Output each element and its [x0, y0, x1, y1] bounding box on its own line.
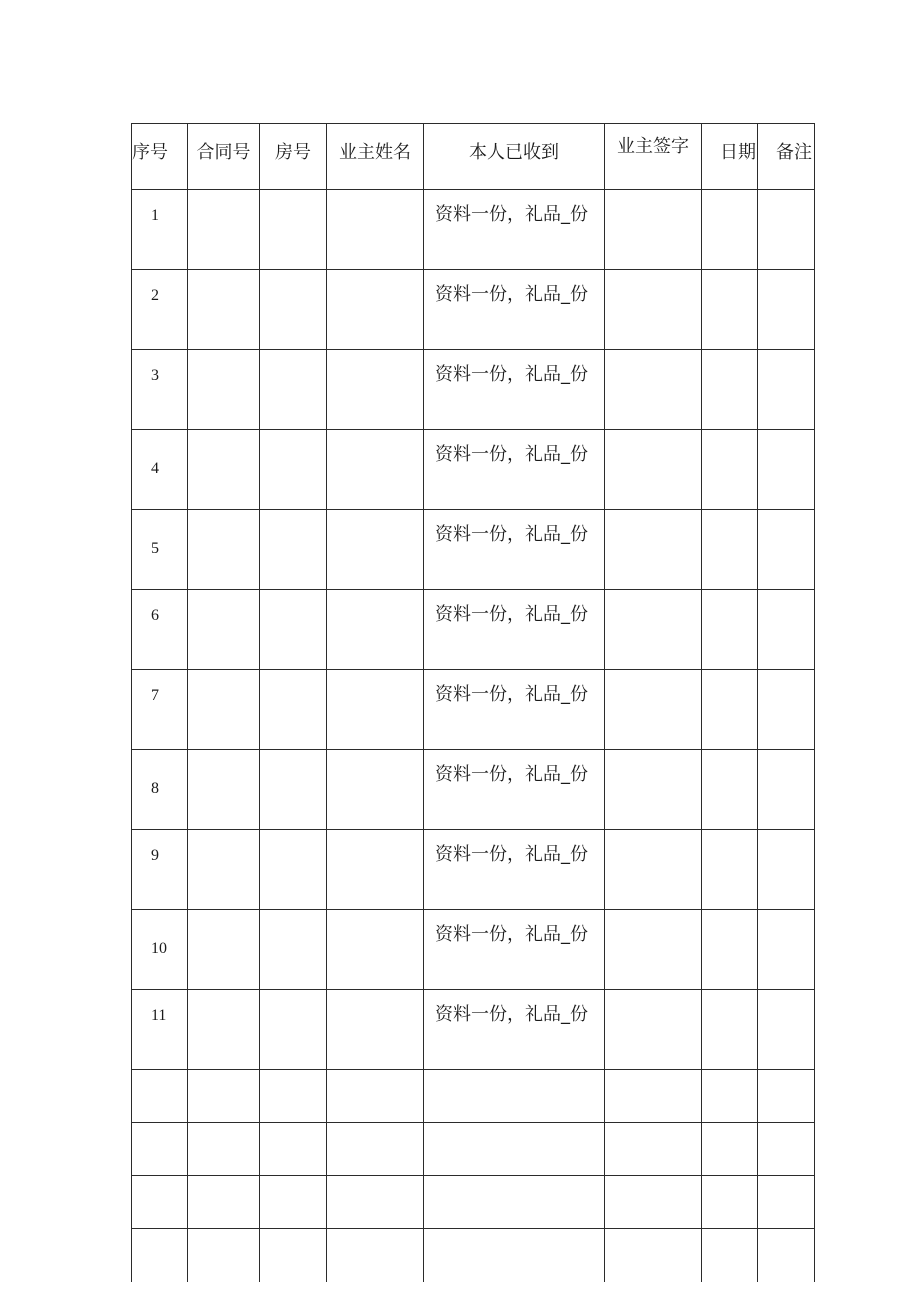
owner-sign-cell[interactable] [605, 990, 702, 1070]
seq-cell [132, 670, 188, 750]
received-cell[interactable] [424, 1070, 605, 1123]
room-cell[interactable] [260, 590, 327, 670]
received-cell[interactable] [424, 1229, 605, 1282]
seq-cell [132, 590, 188, 670]
owner-name-cell[interactable] [327, 1123, 424, 1176]
table-row [132, 510, 815, 590]
owner-name-cell[interactable] [327, 1229, 424, 1282]
table-row [132, 430, 815, 510]
seq-cell [132, 510, 188, 590]
room-cell[interactable] [260, 750, 327, 830]
seq-cell [132, 1229, 188, 1282]
note-cell[interactable] [758, 590, 815, 670]
seq-number: 11 [151, 1007, 167, 1024]
date-cell[interactable] [702, 1123, 758, 1176]
owner-name-cell[interactable] [327, 430, 424, 510]
owner-name-cell[interactable] [327, 670, 424, 750]
seq-number: 4 [151, 460, 159, 477]
owner-name-cell[interactable] [327, 990, 424, 1070]
table-row [132, 670, 815, 750]
received-cell: 资料一份，礼品_份 [424, 190, 605, 270]
contract-cell[interactable] [188, 270, 260, 350]
owner-sign-cell[interactable] [605, 590, 702, 670]
owner-name-cell[interactable] [327, 1070, 424, 1123]
owner-name-cell[interactable] [327, 750, 424, 830]
room-cell[interactable] [260, 1123, 327, 1176]
table-row [132, 910, 815, 990]
contract-cell[interactable] [188, 430, 260, 510]
date-cell[interactable] [702, 670, 758, 750]
contract-cell[interactable] [188, 190, 260, 270]
owner-name-cell[interactable] [327, 350, 424, 430]
received-cell[interactable] [424, 1123, 605, 1176]
table-row [132, 990, 815, 1070]
table-row [132, 750, 815, 830]
date-cell[interactable] [702, 1070, 758, 1123]
note-cell[interactable] [758, 750, 815, 830]
contract-cell[interactable] [188, 590, 260, 670]
owner-sign-cell[interactable] [605, 750, 702, 830]
owner-name-cell[interactable] [327, 1176, 424, 1229]
owner-sign-cell[interactable] [605, 270, 702, 350]
owner-sign-cell[interactable] [605, 670, 702, 750]
room-cell[interactable] [260, 190, 327, 270]
room-cell[interactable] [260, 350, 327, 430]
header-row [132, 124, 815, 190]
note-cell[interactable] [758, 510, 815, 590]
header-room: 房号 [260, 124, 327, 190]
received-cell: 资料一份，礼品_份 [424, 670, 605, 750]
owner-name-cell[interactable] [327, 830, 424, 910]
date-cell[interactable] [702, 350, 758, 430]
header-note: 备注 [758, 124, 815, 190]
seq-number: 9 [151, 847, 159, 864]
contract-cell[interactable] [188, 750, 260, 830]
seq-cell [132, 910, 188, 990]
note-cell[interactable] [758, 270, 815, 350]
date-cell[interactable] [702, 430, 758, 510]
seq-number: 10 [151, 940, 167, 957]
room-cell[interactable] [260, 1070, 327, 1123]
table-row [132, 350, 815, 430]
received-cell: 资料一份，礼品_份 [424, 510, 605, 590]
date-cell[interactable] [702, 830, 758, 910]
seq-cell [132, 1176, 188, 1229]
room-cell[interactable] [260, 670, 327, 750]
seq-number: 5 [151, 540, 159, 557]
contract-cell[interactable] [188, 1176, 260, 1229]
room-cell[interactable] [260, 990, 327, 1070]
contract-cell[interactable] [188, 830, 260, 910]
date-cell[interactable] [702, 1229, 758, 1282]
seq-number: 2 [151, 287, 159, 304]
receipt-sign-table [131, 123, 815, 1282]
received-cell[interactable] [424, 1176, 605, 1229]
table-row [132, 270, 815, 350]
received-cell: 资料一份，礼品_份 [424, 990, 605, 1070]
room-cell[interactable] [260, 910, 327, 990]
owner-sign-cell[interactable] [605, 510, 702, 590]
seq-cell [132, 1123, 188, 1176]
owner-sign-cell[interactable] [605, 350, 702, 430]
seq-number: 3 [151, 367, 159, 384]
note-cell[interactable] [758, 1123, 815, 1176]
date-cell[interactable] [702, 990, 758, 1070]
room-cell[interactable] [260, 430, 327, 510]
contract-cell[interactable] [188, 1229, 260, 1282]
room-cell[interactable] [260, 510, 327, 590]
seq-cell [132, 990, 188, 1070]
seq-cell [132, 830, 188, 910]
seq-cell [132, 1070, 188, 1123]
note-cell[interactable] [758, 830, 815, 910]
owner-sign-cell[interactable] [605, 1176, 702, 1229]
contract-cell[interactable] [188, 350, 260, 430]
owner-sign-cell[interactable] [605, 1123, 702, 1176]
room-cell[interactable] [260, 270, 327, 350]
table-row [132, 590, 815, 670]
date-cell[interactable] [702, 590, 758, 670]
room-cell[interactable] [260, 1229, 327, 1282]
table-row [132, 190, 815, 270]
note-cell[interactable] [758, 1070, 815, 1123]
header-owner-sign: 业主签字 [605, 124, 702, 190]
seq-number: 7 [151, 687, 159, 704]
seq-cell [132, 750, 188, 830]
seq-cell [132, 190, 188, 270]
owner-name-cell[interactable] [327, 190, 424, 270]
seq-number: 6 [151, 607, 159, 624]
owner-name-cell[interactable] [327, 910, 424, 990]
seq-cell [132, 270, 188, 350]
owner-name-cell[interactable] [327, 510, 424, 590]
header-owner-name: 业主姓名 [327, 124, 424, 190]
header-date: 日期 [702, 124, 758, 190]
received-cell: 资料一份，礼品_份 [424, 830, 605, 910]
owner-sign-cell[interactable] [605, 1229, 702, 1282]
seq-cell [132, 430, 188, 510]
date-cell[interactable] [702, 510, 758, 590]
header-received: 本人已收到 [424, 124, 605, 190]
note-cell[interactable] [758, 350, 815, 430]
note-cell[interactable] [758, 910, 815, 990]
owner-sign-cell[interactable] [605, 830, 702, 910]
note-cell[interactable] [758, 430, 815, 510]
received-cell: 资料一份，礼品_份 [424, 430, 605, 510]
contract-cell[interactable] [188, 1123, 260, 1176]
owner-name-cell[interactable] [327, 270, 424, 350]
received-cell: 资料一份，礼品_份 [424, 350, 605, 430]
seq-number: 1 [151, 207, 159, 224]
received-cell: 资料一份，礼品_份 [424, 590, 605, 670]
received-cell: 资料一份，礼品_份 [424, 910, 605, 990]
note-cell[interactable] [758, 670, 815, 750]
received-cell: 资料一份，礼品_份 [424, 270, 605, 350]
contract-cell[interactable] [188, 510, 260, 590]
date-cell[interactable] [702, 270, 758, 350]
owner-sign-cell[interactable] [605, 910, 702, 990]
table-row [132, 1229, 815, 1282]
seq-cell [132, 350, 188, 430]
room-cell[interactable] [260, 1176, 327, 1229]
seq-number: 8 [151, 780, 159, 797]
date-cell[interactable] [702, 910, 758, 990]
contract-cell[interactable] [188, 1070, 260, 1123]
note-cell[interactable] [758, 990, 815, 1070]
table-row [132, 1123, 815, 1176]
contract-cell[interactable] [188, 910, 260, 990]
owner-sign-cell[interactable] [605, 190, 702, 270]
note-cell[interactable] [758, 1176, 815, 1229]
table-row [132, 830, 815, 910]
received-cell: 资料一份，礼品_份 [424, 750, 605, 830]
contract-cell[interactable] [188, 670, 260, 750]
room-cell[interactable] [260, 830, 327, 910]
note-cell[interactable] [758, 1229, 815, 1282]
contract-cell[interactable] [188, 990, 260, 1070]
owner-sign-cell[interactable] [605, 1070, 702, 1123]
header-contract: 合同号 [188, 124, 260, 190]
owner-sign-cell[interactable] [605, 430, 702, 510]
date-cell[interactable] [702, 190, 758, 270]
header-seq: 序号 [132, 124, 188, 190]
date-cell[interactable] [702, 750, 758, 830]
note-cell[interactable] [758, 190, 815, 270]
table-row [132, 1070, 815, 1123]
date-cell[interactable] [702, 1176, 758, 1229]
owner-name-cell[interactable] [327, 590, 424, 670]
table-row [132, 1176, 815, 1229]
